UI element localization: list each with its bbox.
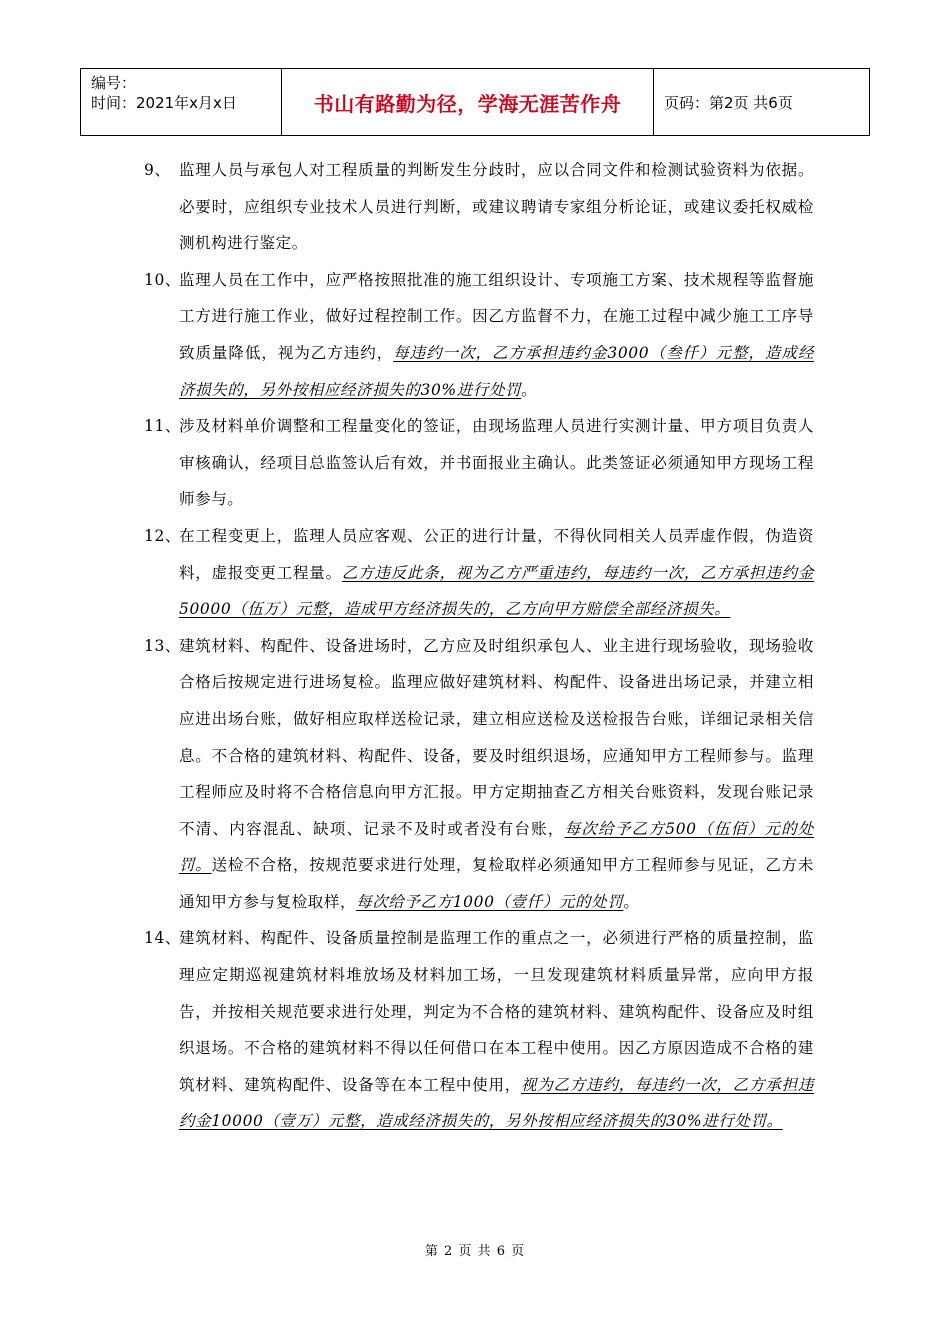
clause-number: 9、 (144, 161, 171, 179)
clause-text-mid: 送检不合格，按规范要求进行处理，复检取样必须通知甲方工程师参与见证，乙方未通知甲方参与复检取样， (179, 856, 815, 911)
penalty-text: 乙方违反此条，视为乙方严重违约，每违约一次，乙方承担违约金50000（伍万）元整，造成甲方经济损失的，乙方向甲方赔偿全部经济损失。 (179, 563, 814, 619)
clause-number: 12、 (144, 526, 182, 545)
clause-9 (144, 152, 814, 262)
clause-12 (144, 518, 814, 628)
penalty-text: 每次给予乙方500（伍佰）元的处罚。 (179, 819, 814, 875)
clause-number: 11、 (144, 417, 182, 436)
page-header (80, 68, 870, 136)
penalty-text: 每违约一次，乙方承担违约金3000（叁仟）元整，造成经济损失的，另外按相应经济损失的30%进行处罚 (179, 343, 814, 399)
clause-text: 在工程变更上，监理人员应客观、公正的进行计量，不得伙同相关人员弄虚作假，伪造资料，虚报变更工程量。 (179, 526, 814, 582)
header-motto: 书山有路勤为径，学海无涯苦作舟 (282, 69, 654, 135)
document-body (144, 152, 814, 1140)
clause-text-end: 。 (521, 380, 538, 399)
page-footer: 第 2 页 共 6 页 (424, 1244, 526, 1259)
clause-13 (144, 628, 814, 921)
clause-10 (144, 262, 814, 408)
header-page-code: 页码：第2页 共6页 (664, 93, 793, 112)
clause-text: 监理人员与承包人对工程质量的判断发生分歧时，应以合同文件和检测试验资料为依据。必要时，应组织专业技术人员进行判断，或建议聘请专家组分析论证，或建议委托权威检测机构进行鉴定。 (179, 161, 814, 253)
clause-number: 13、 (144, 636, 182, 655)
clause-number: 10、 (144, 270, 182, 289)
header-meta (81, 69, 282, 135)
clause-text: 监理人员在工作中，应严格按照批准的施工组织设计、专项施工方案、技术规程等监督施工方进行施工作业，做好过程控制工作。因乙方监督不力，在施工过程中减少施工工序导致质量降低，视为乙方违约， (179, 270, 814, 362)
clause-text: 建筑材料、构配件、设备质量控制是监理工作的重点之一，必须进行严格的质量控制，监理应定期巡视建筑材料堆放场及材料加工场，一旦发现建筑材料质量异常，应向甲方报告，并按相关规范要求进行处理，判定为不合格的建筑材料、建筑构配件、设备应及时组织退场。不合格的建筑材料不得以任何借口在本工程中使用。因乙方原因造成不合格的建筑材料、建筑构配件、设备等在本工程中使用， (179, 929, 814, 1094)
clause-11 (144, 408, 814, 518)
clause-14 (144, 920, 814, 1140)
clause-number: 14、 (144, 929, 182, 948)
penalty-text: 视为乙方违约，每违约一次，乙方承担违约金10000（壹万）元整，造成经济损失的，另外按相应经济损失的30%进行处罚。 (179, 1075, 814, 1131)
clause-text-end: 。 (623, 892, 640, 911)
clause-text: 涉及材料单价调整和工程量变化的签证，由现场监理人员进行实测计量、甲方项目负责人审核确认，经项目总监签认后有效，并书面报业主确认。此类签证必须通知甲方现场工程师参与。 (179, 417, 814, 509)
time-label: 时间：2021年x月x日 (91, 94, 237, 112)
penalty-text-2: 每次给予乙方1000（壹仟）元的处罚 (356, 892, 624, 911)
clause-text: 建筑材料、构配件、设备进场时，乙方应及时组织承包人、业主进行现场验收，现场验收合格后按规定进行进场复检。监理应做好建筑材料、构配件、设备进出场记录，并建立相应进出场台账，做好相应取样送检记录，建立相应送检及送检报告台账，详细记录相关信息。不合格的建筑材料、构配件、设备，要及时组织退场，应通知甲方工程师参与。监理工程师应及时将不合格信息向甲方汇报。甲方定期抽查乙方相关台账资料，发现台账记录不清、内容混乱、缺项、记录不及时或者没有台账， (179, 636, 814, 838)
serial-label: 编号： (91, 74, 137, 92)
